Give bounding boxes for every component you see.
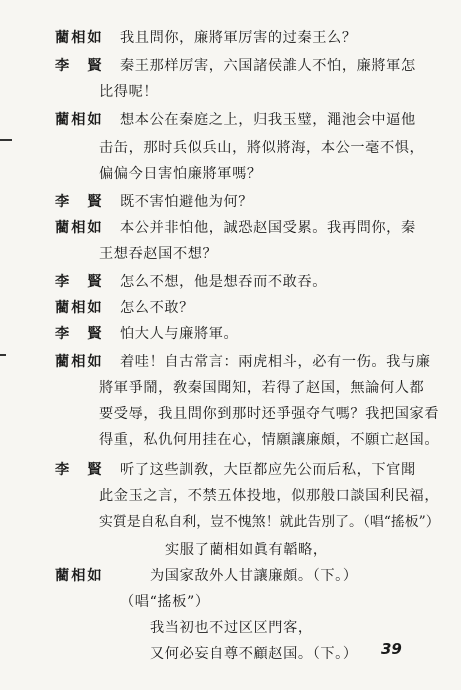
verse-line: 我当初也不过区区門客， <box>150 620 313 636</box>
dialogue-line: 要受辱，我且問你到那时还爭强夺气嗎？我把国家看 <box>99 406 440 422</box>
speaker-label: 藺相如 <box>55 30 104 46</box>
dialogue-line: 怎么不敢？ <box>120 300 194 316</box>
speaker-label: 藺相如 <box>55 354 104 370</box>
speaker-label: 李 賢 <box>55 58 104 74</box>
speaker-label: 李 賢 <box>55 326 104 342</box>
stage-direction: （唱“搖板”） <box>120 594 210 610</box>
speaker-label: 李 賢 <box>55 274 104 290</box>
dialogue-line: 怎么不想，他是想吞而不敢吞。 <box>120 274 328 290</box>
dialogue-line: 想本公在秦庭之上，归我玉璧，澠池会中逼他 <box>120 112 416 128</box>
speaker-label: 藺相如 <box>55 568 104 584</box>
dialogue-line: 比得呢！ <box>99 84 159 100</box>
speaker-label: 藺相如 <box>55 220 104 236</box>
dialogue-line: 听了这些訓敎，大臣都应先公而后私，下官聞 <box>120 462 416 478</box>
dialogue-line: 得重，私仇何用挂在心，情願讓廉頗，不願亡赵国。 <box>99 432 440 448</box>
dialogue-line: 王想吞赵国不想？ <box>99 246 218 262</box>
dialogue-line: 击缶，那时兵似兵山，將似將海，本公一毫不惧， <box>99 140 425 156</box>
dialogue-line: 既不害怕避他为何？ <box>120 194 254 210</box>
dialogue-line: 秦王那样厉害，六国諸侯誰人不怕，廉將軍怎 <box>120 58 416 74</box>
verse-line: 又何必妄自尊不顧赵国。（下。） <box>150 646 358 662</box>
dialogue-line: 着哇！自古常言：兩虎相斗，必有一伤。我与廉 <box>120 354 431 370</box>
dialogue-line: 本公并非怕他，誠恐赵国受累。我再問你，秦 <box>120 220 416 236</box>
dialogue-line: 將軍爭鬧，敎秦国聞知，若得了赵国，無論何人都 <box>99 380 425 396</box>
verse-line: 实服了藺相如眞有韜略， <box>165 542 328 558</box>
page-number: 39 <box>381 640 402 658</box>
margin-mark <box>0 354 6 356</box>
margin-mark <box>0 139 12 141</box>
dialogue-line: 实質是自私自利，豈不愧煞！就此告別了。（唱“搖板”） <box>99 514 440 530</box>
speaker-label: 李 賢 <box>55 194 104 210</box>
speaker-label: 藺相如 <box>55 112 104 128</box>
speaker-label: 李 賢 <box>55 462 104 478</box>
dialogue-line: 偏偏今日害怕廉將軍嗎？ <box>99 166 262 182</box>
dialogue-line: 此金玉之言，不禁五体投地，似那般口談国利民福， <box>99 488 440 504</box>
verse-line: 为国家敌外人甘讓廉頗。（下。） <box>150 568 358 584</box>
dialogue-line: 怕大人与廉將軍。 <box>120 326 239 342</box>
dialogue-line: 我且問你，廉將軍厉害的过秦王么？ <box>120 30 357 46</box>
speaker-label: 藺相如 <box>55 300 104 316</box>
